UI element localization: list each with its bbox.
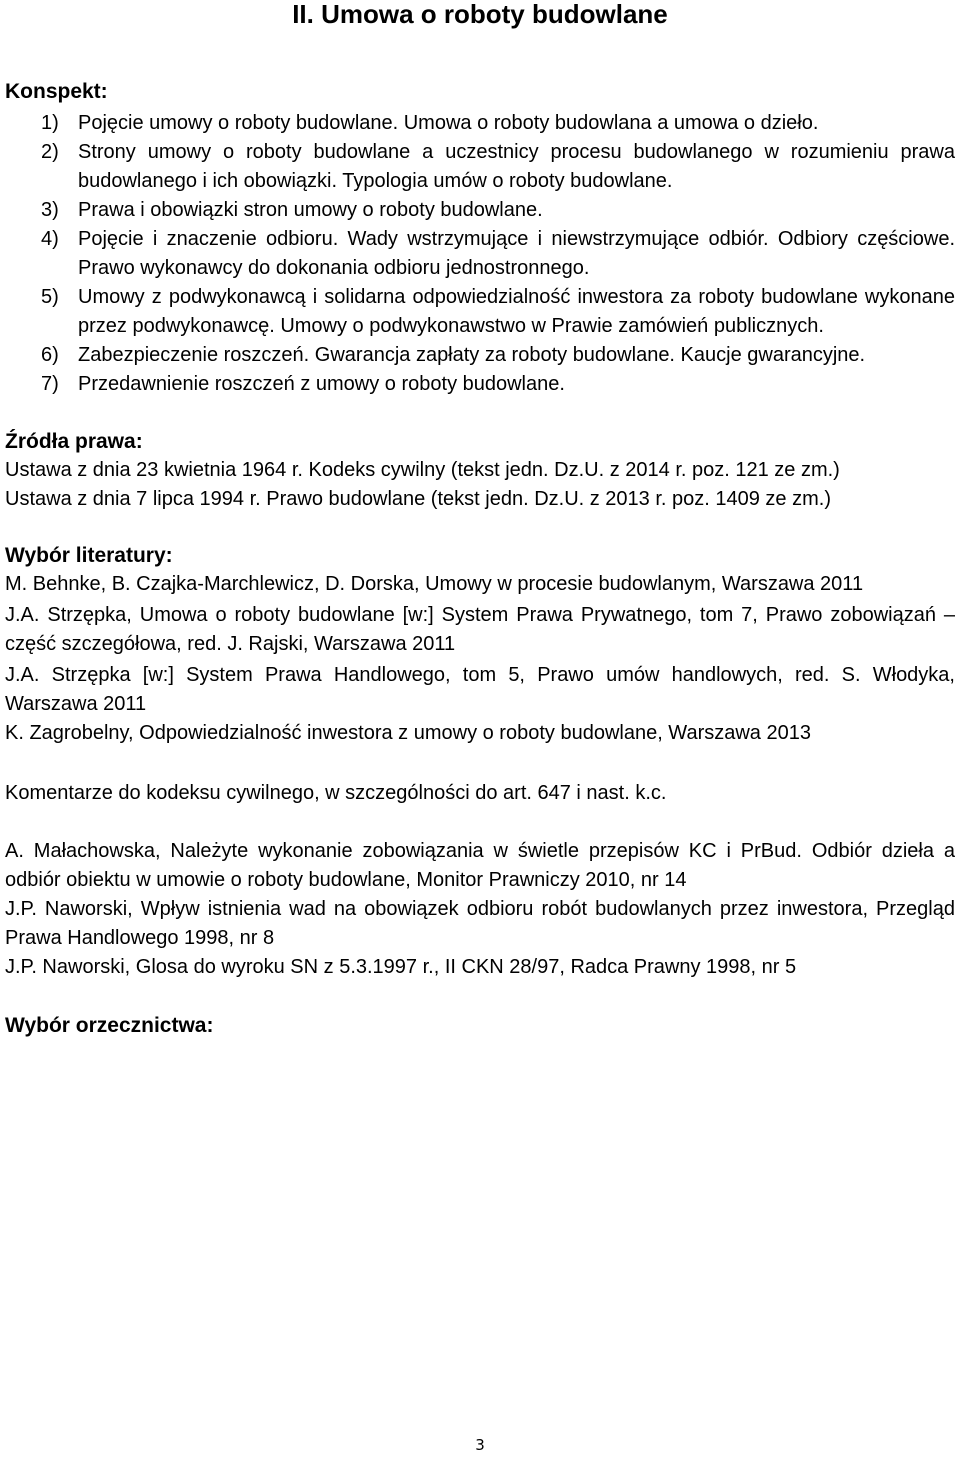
literature-entry: K. Zagrobelny, Odpowiedzialność inwestora z umowy o roboty budowlane, Warszawa 2013 <box>5 722 811 744</box>
outline-item-text: Prawa i obowiązki stron umowy o roboty budowlane. <box>78 199 543 221</box>
document-title: II. Umowa o roboty budowlane <box>292 0 668 29</box>
outline-item <box>5 138 955 196</box>
outline-item-text: Pojęcie i znaczenie odbioru. Wady wstrzymujące i niewstrzymujące odbiór. Odbiory częściowe. Prawo wykonawcy do dokonania odbioru jednostronnego. <box>78 228 955 279</box>
outline-item-number: 2) <box>41 141 59 163</box>
page-number: 3 <box>475 1436 485 1454</box>
outline-item-text: Zabezpieczenie roszczeń. Gwarancja zapłaty za roboty budowlane. Kaucje gwarancyjne. <box>78 344 866 366</box>
outline-item-number: 7) <box>41 373 59 395</box>
outline-item <box>5 370 955 399</box>
document-page <box>5 0 955 1040</box>
outline-item <box>5 196 955 225</box>
outline-item-number: 5) <box>41 286 59 308</box>
outline-item-number: 3) <box>41 199 59 221</box>
outline-item-text: Przedawnienie roszczeń z umowy o roboty budowlane. <box>78 373 565 395</box>
literature-entry: J.A. Strzępka [w:] System Prawa Handlowego, tom 5, Prawo umów handlowych, red. S. Włodyka, Warszawa 2011 <box>5 664 955 715</box>
source-entry: Ustawa z dnia 23 kwietnia 1964 r. Kodeks cywilny (tekst jedn. Dz.U. z 2014 r. poz. 121 ze zm.) <box>5 459 840 481</box>
article-entry: A. Małachowska, Należyte wykonanie zobowiązania w świetle przepisów KC i PrBud. Odbiór dzieła a odbiór obiektu w umowie o roboty budowlane, Monitor Prawniczy 2010, nr 14 <box>5 840 955 891</box>
spacer <box>5 808 955 837</box>
article-entry: J.P. Naworski, Wpływ istnienia wad na obowiązek odbioru robót budowlanych przez inwestora, Przegląd Prawa Handlowego 1998, nr 8 <box>5 898 955 949</box>
outline-item-number: 1) <box>41 112 59 134</box>
outline-heading: Konspekt: <box>5 80 108 103</box>
outline-item <box>5 225 955 283</box>
outline-item-number: 4) <box>41 228 59 250</box>
outline-item <box>5 109 955 138</box>
outline-item-number: 6) <box>41 344 59 366</box>
case-law-heading: Wybór orzecznictwa: <box>5 1014 214 1037</box>
source-entry: Ustawa z dnia 7 lipca 1994 r. Prawo budowlane (tekst jedn. Dz.U. z 2013 r. poz. 1409 ze zm.) <box>5 488 831 510</box>
outline-item <box>5 283 955 341</box>
outline-item <box>5 341 955 370</box>
article-entry: J.P. Naworski, Glosa do wyroku SN z 5.3.1997 r., II CKN 28/97, Radca Prawny 1998, nr 5 <box>5 956 797 978</box>
literature-heading: Wybór literatury: <box>5 544 173 567</box>
outline-item-text: Pojęcie umowy o roboty budowlane. Umowa o roboty budowlana a umowa o dzieło. <box>78 112 819 134</box>
literature-entry: J.A. Strzępka, Umowa o roboty budowlane [w:] System Prawa Prywatnego, tom 7, Prawo zobowiązań – część szczegółowa, red. J. Rajski, Warszawa 2011 <box>5 604 955 655</box>
outline-item-text: Strony umowy o roboty budowlane a uczestnicy procesu budowlanego w rozumieniu prawa budowlanego i ich obowiązki. Typologia umów o roboty budowlane. <box>78 141 955 192</box>
outline-list <box>5 109 955 399</box>
sources-heading: Źródła prawa: <box>5 430 143 453</box>
spacer <box>5 748 955 779</box>
outline-item-text: Umowy z podwykonawcą i solidarna odpowiedzialność inwestora za roboty budowlane wykonane przez podwykonawcę. Umowy o podwykonawstwo w Prawie zamówień publicznych. <box>78 286 955 337</box>
literature-entry: M. Behnke, B. Czajka-Marchlewicz, D. Dorska, Umowy w procesie budowlanym, Warszawa 2011 <box>5 573 864 595</box>
commentary-entry: Komentarze do kodeksu cywilnego, w szczególności do art. 647 i nast. k.c. <box>5 782 667 804</box>
